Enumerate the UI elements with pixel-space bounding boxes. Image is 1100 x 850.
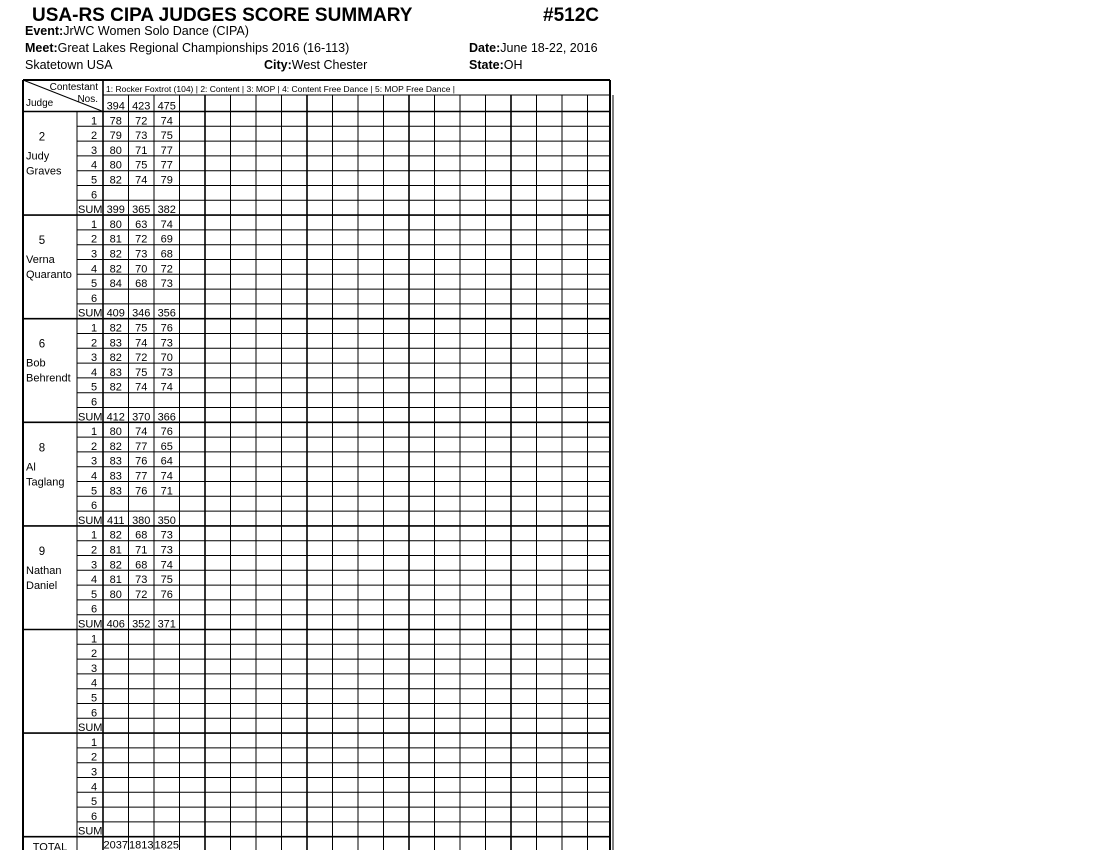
row-number: 4 xyxy=(90,781,98,794)
meet-label: Meet: xyxy=(25,41,58,55)
row-number: 2 xyxy=(90,751,98,764)
score-cell: 80 xyxy=(109,218,122,231)
score-cell: 74 xyxy=(135,426,148,439)
row-number: 3 xyxy=(90,248,98,261)
row-number: 1 xyxy=(90,736,98,749)
sum-cell: 412 xyxy=(106,411,125,424)
sum-label: SUM xyxy=(78,722,103,735)
score-cell: 64 xyxy=(160,455,173,468)
meet-value: Great Lakes Regional Championships 2016 (16-113) xyxy=(57,41,350,55)
score-cell: 73 xyxy=(160,337,173,350)
rink-name: Skatetown USA xyxy=(25,58,113,72)
score-cell: 77 xyxy=(160,144,173,157)
judge-first-name: Nathan xyxy=(26,564,62,577)
sum-cell: 406 xyxy=(106,618,125,631)
score-cell: 68 xyxy=(135,529,148,542)
score-cell: 76 xyxy=(135,485,148,498)
score-cell: 74 xyxy=(160,559,173,572)
score-cell: 75 xyxy=(135,366,148,379)
row-number: 2 xyxy=(90,337,98,350)
row-number: 4 xyxy=(90,574,98,587)
event-label: Event: xyxy=(25,24,64,38)
judge-last-name: Taglang xyxy=(26,476,65,489)
row-number: 5 xyxy=(90,588,98,601)
score-cell: 82 xyxy=(109,263,122,276)
sum-cell: 380 xyxy=(132,514,151,527)
total-cell: 2037 xyxy=(103,839,128,850)
contestant-number: 475 xyxy=(157,100,176,113)
score-cell: 72 xyxy=(160,263,173,276)
row-number: 5 xyxy=(90,174,98,187)
score-cell: 80 xyxy=(109,159,122,172)
row-number: 1 xyxy=(90,633,98,646)
score-cell: 73 xyxy=(160,366,173,379)
score-cell: 78 xyxy=(109,115,122,128)
judge-last-name: Behrendt xyxy=(26,372,71,385)
contestant-label: Contestant xyxy=(49,82,98,93)
sum-cell: 365 xyxy=(132,204,151,217)
sum-cell: 366 xyxy=(157,411,176,424)
row-number: 1 xyxy=(90,218,98,231)
score-cell: 74 xyxy=(160,115,173,128)
row-number: 3 xyxy=(90,352,98,365)
score-cell: 73 xyxy=(135,130,148,143)
row-number: 4 xyxy=(90,159,98,172)
sum-cell: 370 xyxy=(132,411,151,424)
score-cell: 81 xyxy=(109,574,122,587)
score-cell: 82 xyxy=(109,559,122,572)
row-number: 1 xyxy=(90,322,98,335)
row-number: 5 xyxy=(90,796,98,809)
score-cell: 68 xyxy=(160,248,173,261)
score-cell: 79 xyxy=(109,130,122,143)
judge-first-name: Al xyxy=(26,461,36,474)
score-cell: 72 xyxy=(135,588,148,601)
score-cell: 80 xyxy=(109,426,122,439)
row-number: 2 xyxy=(90,130,98,143)
score-cell: 82 xyxy=(109,322,122,335)
sum-cell: 356 xyxy=(157,307,176,320)
score-cell: 68 xyxy=(135,559,148,572)
score-cell: 74 xyxy=(160,381,173,394)
sum-cell: 350 xyxy=(157,514,176,527)
page-title: USA-RS CIPA JUDGES SCORE SUMMARY xyxy=(32,5,413,26)
score-cell: 73 xyxy=(160,544,173,557)
row-number: 3 xyxy=(90,766,98,779)
row-number: 6 xyxy=(90,292,98,305)
state-label: State: xyxy=(469,58,504,72)
date-label: Date: xyxy=(469,41,501,55)
score-cell: 74 xyxy=(160,470,173,483)
judge-first-name: Judy xyxy=(26,150,50,163)
sum-cell: 409 xyxy=(106,307,125,320)
contestant-number: 423 xyxy=(132,100,151,113)
row-number: 4 xyxy=(90,470,98,483)
score-cell: 76 xyxy=(160,322,173,335)
row-number: 1 xyxy=(90,529,98,542)
score-cell: 74 xyxy=(135,381,148,394)
sum-cell: 399 xyxy=(106,204,125,217)
nos-label: Nos. xyxy=(77,94,98,105)
score-cell: 72 xyxy=(135,352,148,365)
sum-label: SUM xyxy=(78,514,103,527)
judge-first-name: Bob xyxy=(26,357,46,370)
sum-cell: 411 xyxy=(106,514,125,527)
row-number: 6 xyxy=(90,810,98,823)
row-number: 3 xyxy=(90,559,98,572)
score-cell: 68 xyxy=(135,278,148,291)
score-cell: 82 xyxy=(109,381,122,394)
judge-last-name: Daniel xyxy=(26,579,58,592)
row-number: 6 xyxy=(90,707,98,720)
score-cell: 70 xyxy=(160,352,173,365)
row-number: 2 xyxy=(90,233,98,246)
score-cell: 73 xyxy=(135,248,148,261)
row-number: 3 xyxy=(90,144,98,157)
score-cell: 75 xyxy=(160,130,173,143)
row-number: 4 xyxy=(90,263,98,276)
judge-first-name: Verna xyxy=(26,254,55,267)
score-cell: 71 xyxy=(135,544,148,557)
row-number: 4 xyxy=(90,366,98,379)
sum-cell: 382 xyxy=(157,204,176,217)
score-cell: 81 xyxy=(109,233,122,246)
score-cell: 72 xyxy=(135,233,148,246)
score-cell: 77 xyxy=(160,159,173,172)
row-number: 5 xyxy=(90,485,98,498)
score-cell: 84 xyxy=(109,278,122,291)
dance-legend: 1: Rocker Foxtrot (104) | 2: Content | 3: MOP | 4: Content Free Dance | 5: MOP Free Dance | xyxy=(106,84,455,94)
score-cell: 71 xyxy=(160,485,173,498)
judge-last-name: Graves xyxy=(26,165,62,178)
row-number: 1 xyxy=(90,426,98,439)
sum-label: SUM xyxy=(78,204,103,217)
row-number: 6 xyxy=(90,500,98,513)
sum-label: SUM xyxy=(78,618,103,631)
score-cell: 70 xyxy=(135,263,148,276)
judge-number: 9 xyxy=(38,545,46,558)
score-cell: 82 xyxy=(109,529,122,542)
score-cell: 74 xyxy=(160,218,173,231)
row-number: 5 xyxy=(90,692,98,705)
judge-number: 6 xyxy=(38,338,46,351)
score-cell: 83 xyxy=(109,470,122,483)
row-number: 6 xyxy=(90,396,98,409)
score-cell: 63 xyxy=(135,218,148,231)
row-number: 3 xyxy=(90,662,98,675)
row-number: 6 xyxy=(90,603,98,616)
score-cell: 77 xyxy=(135,440,148,453)
score-cell: 82 xyxy=(109,248,122,261)
score-cell: 81 xyxy=(109,544,122,557)
score-cell: 76 xyxy=(160,426,173,439)
score-cell: 80 xyxy=(109,588,122,601)
form-number: #512C xyxy=(543,5,599,26)
score-cell: 76 xyxy=(135,455,148,468)
sum-cell: 371 xyxy=(157,618,176,631)
row-number: 5 xyxy=(90,278,98,291)
score-cell: 80 xyxy=(109,144,122,157)
score-cell: 65 xyxy=(160,440,173,453)
score-cell: 74 xyxy=(135,174,148,187)
score-cell: 82 xyxy=(109,174,122,187)
sum-cell: 346 xyxy=(132,307,151,320)
score-cell: 82 xyxy=(109,352,122,365)
sum-label: SUM xyxy=(78,411,103,424)
score-cell: 74 xyxy=(135,337,148,350)
row-number: 3 xyxy=(90,455,98,468)
score-cell: 75 xyxy=(160,574,173,587)
score-cell: 83 xyxy=(109,366,122,379)
score-cell: 73 xyxy=(160,278,173,291)
judge-number: 5 xyxy=(38,235,46,248)
sum-label: SUM xyxy=(78,307,103,320)
score-cell: 75 xyxy=(135,159,148,172)
score-cell: 83 xyxy=(109,455,122,468)
row-number: 5 xyxy=(90,381,98,394)
city-label: City: xyxy=(264,58,292,72)
total-cell: 1813 xyxy=(129,839,154,850)
score-cell: 72 xyxy=(135,115,148,128)
score-cell: 82 xyxy=(109,440,122,453)
row-number: 4 xyxy=(90,677,98,690)
contestant-number: 394 xyxy=(106,100,125,113)
row-number: 2 xyxy=(90,544,98,557)
row-number: 2 xyxy=(90,648,98,661)
judge-number: 2 xyxy=(38,131,46,144)
date-value: June 18-22, 2016 xyxy=(500,41,598,55)
score-cell: 73 xyxy=(135,574,148,587)
sum-label: SUM xyxy=(78,825,103,838)
judge-last-name: Quaranto xyxy=(26,269,72,282)
row-number: 2 xyxy=(90,440,98,453)
sum-cell: 352 xyxy=(132,618,151,631)
judge-number: 8 xyxy=(38,442,46,455)
score-cell: 71 xyxy=(135,144,148,157)
row-number: 6 xyxy=(90,189,98,202)
event-value: JrWC Women Solo Dance (CIPA) xyxy=(63,24,249,38)
judge-label: Judge xyxy=(26,98,54,109)
score-cell: 76 xyxy=(160,588,173,601)
score-cell: 73 xyxy=(160,529,173,542)
score-cell: 83 xyxy=(109,337,122,350)
city-value: West Chester xyxy=(291,58,368,72)
score-cell: 69 xyxy=(160,233,173,246)
state-value: OH xyxy=(503,58,523,72)
total-label: TOTAL xyxy=(32,841,68,850)
score-cell: 83 xyxy=(109,485,122,498)
score-cell: 79 xyxy=(160,174,173,187)
score-cell: 77 xyxy=(135,470,148,483)
row-number: 1 xyxy=(90,115,98,128)
total-cell: 1825 xyxy=(154,839,179,850)
score-cell: 75 xyxy=(135,322,148,335)
